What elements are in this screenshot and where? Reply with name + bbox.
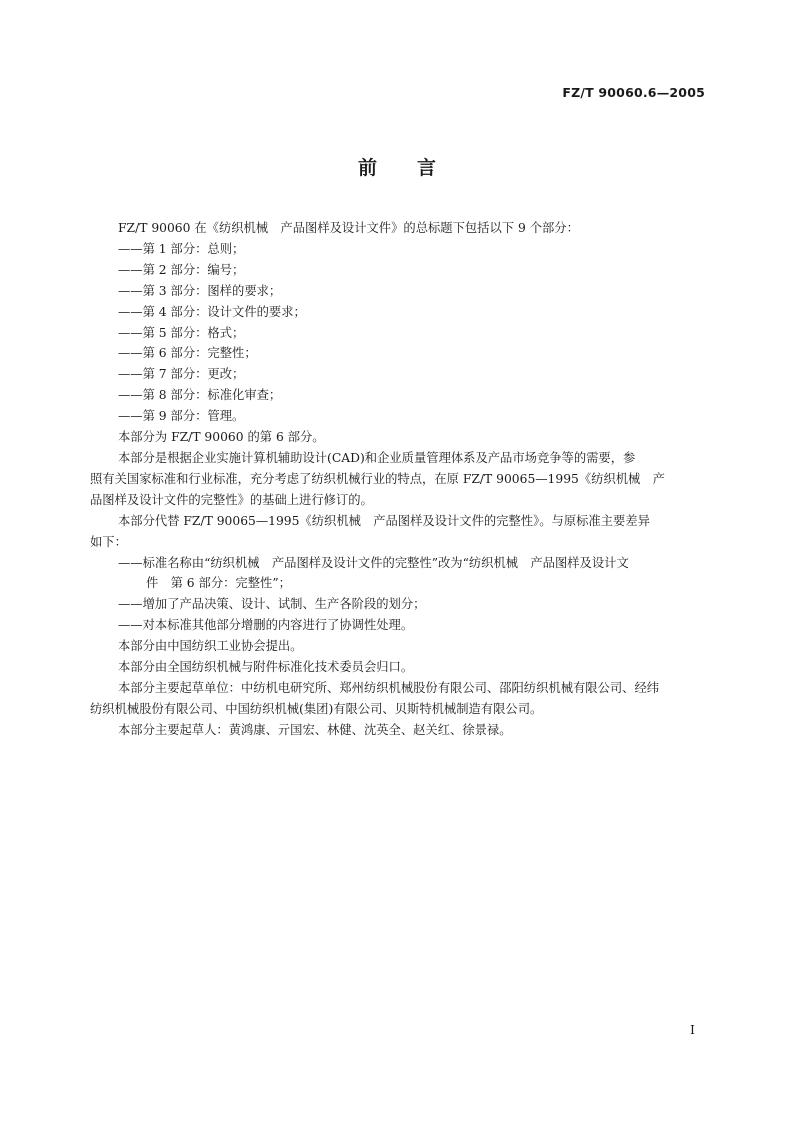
title-char-1: 前 [357, 157, 377, 179]
part-item-3: ——第 3 部分：图样的要求； [118, 283, 282, 298]
basis-line-1: 本部分是根据企业实施计算机辅助设计(CAD)和企业质量管理体系及产品市场竞争等的需要，参 [118, 450, 636, 465]
replaces-line-2: 如下： [90, 534, 127, 549]
basis-line-3: 品图样及设计文件的完整性》的基础上进行修订的。 [90, 492, 373, 507]
page-title [0, 153, 794, 180]
standard-number: FZ/T 90060.6—2005 [562, 85, 705, 100]
differences-list [118, 553, 706, 637]
title-char-2: 言 [417, 157, 437, 179]
intro-paragraph: FZ/T 90060 在《纺织机械 产品图样及设计文件》的总标题下包括以下 9 个部分： [118, 221, 579, 235]
difference-item-3: ——对本标准其他部分增删的内容进行了协调性处理。 [118, 618, 414, 633]
drafting-units-line-2: 纺织机械股份有限公司、中国纺织机械(集团)有限公司、贝斯特机械制造有限公司。 [90, 701, 543, 716]
part-item-2: ——第 2 部分：编号； [118, 262, 245, 277]
this-part-paragraph: 本部分为 FZ/T 90060 的第 6 部分。 [118, 430, 325, 445]
part-item-4: ——第 4 部分：设计文件的要求； [118, 304, 306, 319]
part-item-1: ——第 1 部分：总则； [118, 241, 245, 256]
basis-paragraph [90, 448, 706, 511]
drafting-units-paragraph [90, 678, 706, 720]
part-item-9: ——第 9 部分：管理。 [118, 409, 245, 424]
part-item-8: ——第 8 部分：标准化审查； [118, 388, 282, 403]
difference-item-1-line-1: ——标准名称由“纺织机械 产品图样及设计文件的完整性”改为“纺织机械 产品图样及设计文 [118, 555, 629, 570]
part-item-6: ——第 6 部分：完整性； [118, 346, 257, 361]
difference-item-2: ——增加了产品决策、设计、试制、生产各阶段的划分； [118, 597, 426, 612]
foreword-body [90, 218, 706, 741]
basis-line-2: 照有关国家标准和行业标准，充分考虑了纺织机械行业的特点，在原 FZ/T 90065—1995《纺织机械 产 [90, 471, 665, 486]
centralized-paragraph: 本部分由全国纺织机械与附件标准化技术委员会归口。 [118, 660, 414, 675]
part-item-5: ——第 5 部分：格式； [118, 325, 245, 340]
replaces-line-1: 本部分代替 FZ/T 90065—1995《纺织机械 产品图样及设计文件的完整性》。与原标准主要差异 [118, 513, 650, 528]
drafters-paragraph: 本部分主要起草人：黄鸿康、亓国宏、林健、沈英全、赵关红、徐景禄。 [118, 722, 512, 737]
difference-item-1-line-2: 件 第 6 部分：完整性”； [146, 576, 291, 591]
proposed-paragraph: 本部分由中国纺织工业协会提出。 [118, 639, 303, 654]
drafting-units-line-1: 本部分主要起草单位：中纺机电研究所、郑州纺织机械股份有限公司、邵阳纺织机械有限公司、经纬 [118, 680, 660, 695]
replaces-paragraph [90, 511, 706, 553]
page-number: I [690, 1022, 695, 1037]
part-item-7: ——第 7 部分：更改； [118, 367, 245, 382]
parts-list [118, 239, 706, 427]
